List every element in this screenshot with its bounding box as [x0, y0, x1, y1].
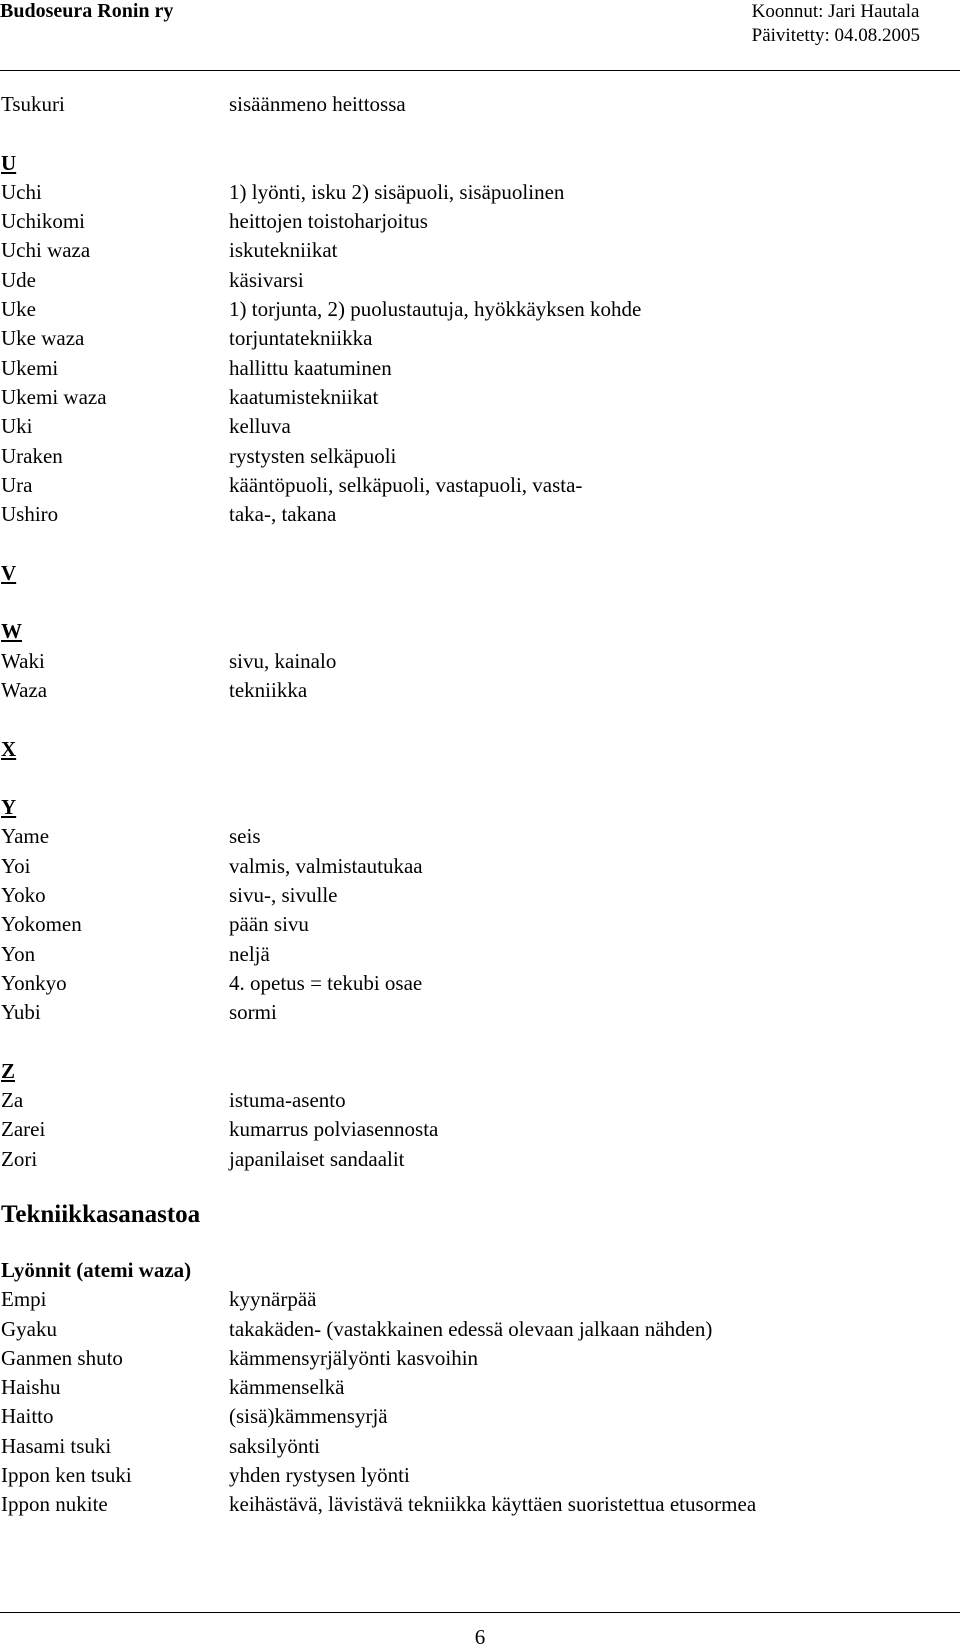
- section-letter-u: U: [1, 150, 17, 175]
- entry-term: Uke waza: [1, 326, 85, 351]
- entry-term: Haishu: [1, 1375, 61, 1400]
- entry-term: Uchi: [1, 179, 42, 204]
- entry-term: Yonkyo: [1, 970, 67, 995]
- section-letter-v: V: [1, 560, 17, 585]
- entry-term: Ushiro: [1, 502, 59, 527]
- entry-term: Yame: [1, 824, 50, 849]
- glossary-entry: [0, 940, 960, 969]
- organization-name: Budoseura Ronin ry: [0, 0, 174, 22]
- entry-definition: kumarrus polviasennosta: [229, 1117, 439, 1142]
- entry-term: Ganmen shuto: [1, 1345, 123, 1370]
- entry-definition: rystysten selkäpuoli: [229, 443, 397, 468]
- glossary-entry: [0, 822, 960, 851]
- glossary-entry: [0, 1315, 960, 1344]
- glossary-entry: [0, 1086, 960, 1115]
- entry-definition: taka-, takana: [229, 502, 337, 527]
- entry-definition: sormi: [229, 1000, 277, 1025]
- entry-term: Waza: [1, 677, 48, 702]
- glossary-entry: [0, 354, 960, 383]
- entry-term: Yoko: [1, 883, 46, 908]
- entry-term: Za: [1, 1088, 24, 1113]
- section-title: Tekniikkasanastoa: [1, 1200, 201, 1228]
- entry-term: Yokomen: [1, 912, 82, 937]
- entry-definition: japanilaiset sandaalit: [229, 1146, 405, 1171]
- entry-term: Hasami tsuki: [1, 1433, 112, 1458]
- entry-definition: keihästävä, lävistävä tekniikka käyttäen suoristettua etusormea: [229, 1492, 757, 1517]
- glossary-entry: [0, 90, 960, 119]
- updated-date: Päivitetty: 04.08.2005: [751, 25, 920, 46]
- entry-definition: kaatumistekniikat: [229, 384, 379, 409]
- entry-definition: takakäden- (vastakkainen edessä olevaan jalkaan nähden): [229, 1316, 713, 1341]
- entry-definition: 4. opetus = tekubi osae: [229, 970, 423, 995]
- section-letter-x: X: [1, 736, 17, 761]
- glossary-entry: [0, 236, 960, 265]
- glossary-entry: [0, 998, 960, 1027]
- glossary-entry: [0, 471, 960, 500]
- entry-term: Ippon nukite: [1, 1492, 108, 1517]
- glossary-entry: [0, 1344, 960, 1373]
- glossary-entry: [0, 647, 960, 676]
- glossary-content: [0, 90, 960, 1520]
- glossary-entry: [0, 1490, 960, 1519]
- entry-term: Uki: [1, 414, 33, 439]
- entry-definition: seis: [229, 824, 261, 849]
- glossary-entry: [0, 1432, 960, 1461]
- entry-definition: yhden rystysen lyönti: [229, 1463, 410, 1488]
- entry-definition: istuma-asento: [229, 1088, 346, 1113]
- page-header: [0, 0, 960, 71]
- glossary-entry: [0, 178, 960, 207]
- entry-definition: kämmenselkä: [229, 1375, 345, 1400]
- entry-definition: iskutekniikat: [229, 238, 338, 263]
- entry-definition: heittojen toistoharjoitus: [229, 209, 428, 234]
- glossary-entry: [0, 1402, 960, 1431]
- entry-term: Tsukuri: [1, 92, 65, 116]
- entry-definition: kyynärpää: [229, 1287, 317, 1312]
- entry-definition: kelluva: [229, 414, 291, 439]
- entry-term: Ude: [1, 267, 36, 292]
- glossary-entry: [0, 442, 960, 471]
- glossary-entry: [0, 676, 960, 705]
- entry-term: Ukemi: [1, 355, 59, 380]
- entry-definition: saksilyönti: [229, 1433, 321, 1458]
- entry-term: Yubi: [1, 1000, 41, 1025]
- entry-definition: sivu, kainalo: [229, 648, 337, 673]
- entry-term: Yon: [1, 941, 36, 966]
- glossary-entry: [0, 207, 960, 236]
- section-letter-z: Z: [1, 1058, 16, 1083]
- glossary-entry: [0, 1373, 960, 1402]
- section-letter-y: Y: [1, 795, 17, 820]
- entry-term: Waki: [1, 648, 45, 673]
- entry-term: Ippon ken tsuki: [1, 1463, 132, 1488]
- entry-term: Haitto: [1, 1404, 54, 1429]
- glossary-entry: [0, 969, 960, 998]
- entry-term: Gyaku: [1, 1316, 57, 1341]
- entry-term: Zarei: [1, 1117, 46, 1142]
- entry-term: Ukemi waza: [1, 384, 107, 409]
- entry-term: Ura: [1, 472, 33, 497]
- entry-term: Yoi: [1, 853, 31, 878]
- glossary-entry: [0, 266, 960, 295]
- entry-definition: pään sivu: [229, 912, 309, 937]
- entry-term: Uraken: [1, 443, 63, 468]
- entry-definition: valmis, valmistautukaa: [229, 853, 423, 878]
- entry-term: Uchi waza: [1, 238, 91, 263]
- glossary-entry: [0, 383, 960, 412]
- entry-definition: 1) torjunta, 2) puolustautuja, hyökkäyksen kohde: [229, 297, 642, 322]
- entry-term: Empi: [1, 1287, 47, 1312]
- glossary-entry: [0, 1461, 960, 1490]
- page-number: 6: [474, 1625, 486, 1649]
- entry-definition: kämmensyrjälyönti kasvoihin: [229, 1345, 479, 1370]
- entry-definition: neljä: [229, 941, 270, 966]
- glossary-entry: [0, 295, 960, 324]
- header-meta: [752, 0, 920, 48]
- glossary-entry: [0, 500, 960, 529]
- glossary-entry: [0, 910, 960, 939]
- section-letter-w: W: [1, 619, 22, 644]
- entry-definition: hallittu kaatuminen: [229, 355, 392, 380]
- entry-definition: (sisä)kämmensyrjä: [229, 1404, 388, 1429]
- glossary-entry: [0, 852, 960, 881]
- glossary-entry: [0, 1145, 960, 1174]
- glossary-entry: [0, 1285, 960, 1314]
- entry-definition: käsivarsi: [229, 267, 304, 292]
- entry-definition: 1) lyönti, isku 2) sisäpuoli, sisäpuolinen: [229, 179, 565, 204]
- glossary-entry: [0, 412, 960, 441]
- section-subtitle: Lyönnit (atemi waza): [1, 1257, 192, 1282]
- entry-term: Uke: [1, 297, 36, 322]
- entry-definition: torjuntatekniikka: [229, 326, 373, 351]
- entry-definition: kääntöpuoli, selkäpuoli, vastapuoli, vasta-: [229, 472, 583, 497]
- glossary-entry: [0, 881, 960, 910]
- entry-definition: tekniikka: [229, 677, 308, 702]
- entry-term: Uchikomi: [1, 209, 85, 234]
- compiled-by: Koonnut: Jari Hautala: [751, 1, 920, 22]
- entry-definition: sisäänmeno heittossa: [229, 92, 406, 116]
- entry-term: Zori: [1, 1146, 38, 1171]
- footer-divider: [0, 1612, 960, 1613]
- entry-definition: sivu-, sivulle: [229, 883, 338, 908]
- glossary-entry: [0, 324, 960, 353]
- glossary-entry: [0, 1115, 960, 1144]
